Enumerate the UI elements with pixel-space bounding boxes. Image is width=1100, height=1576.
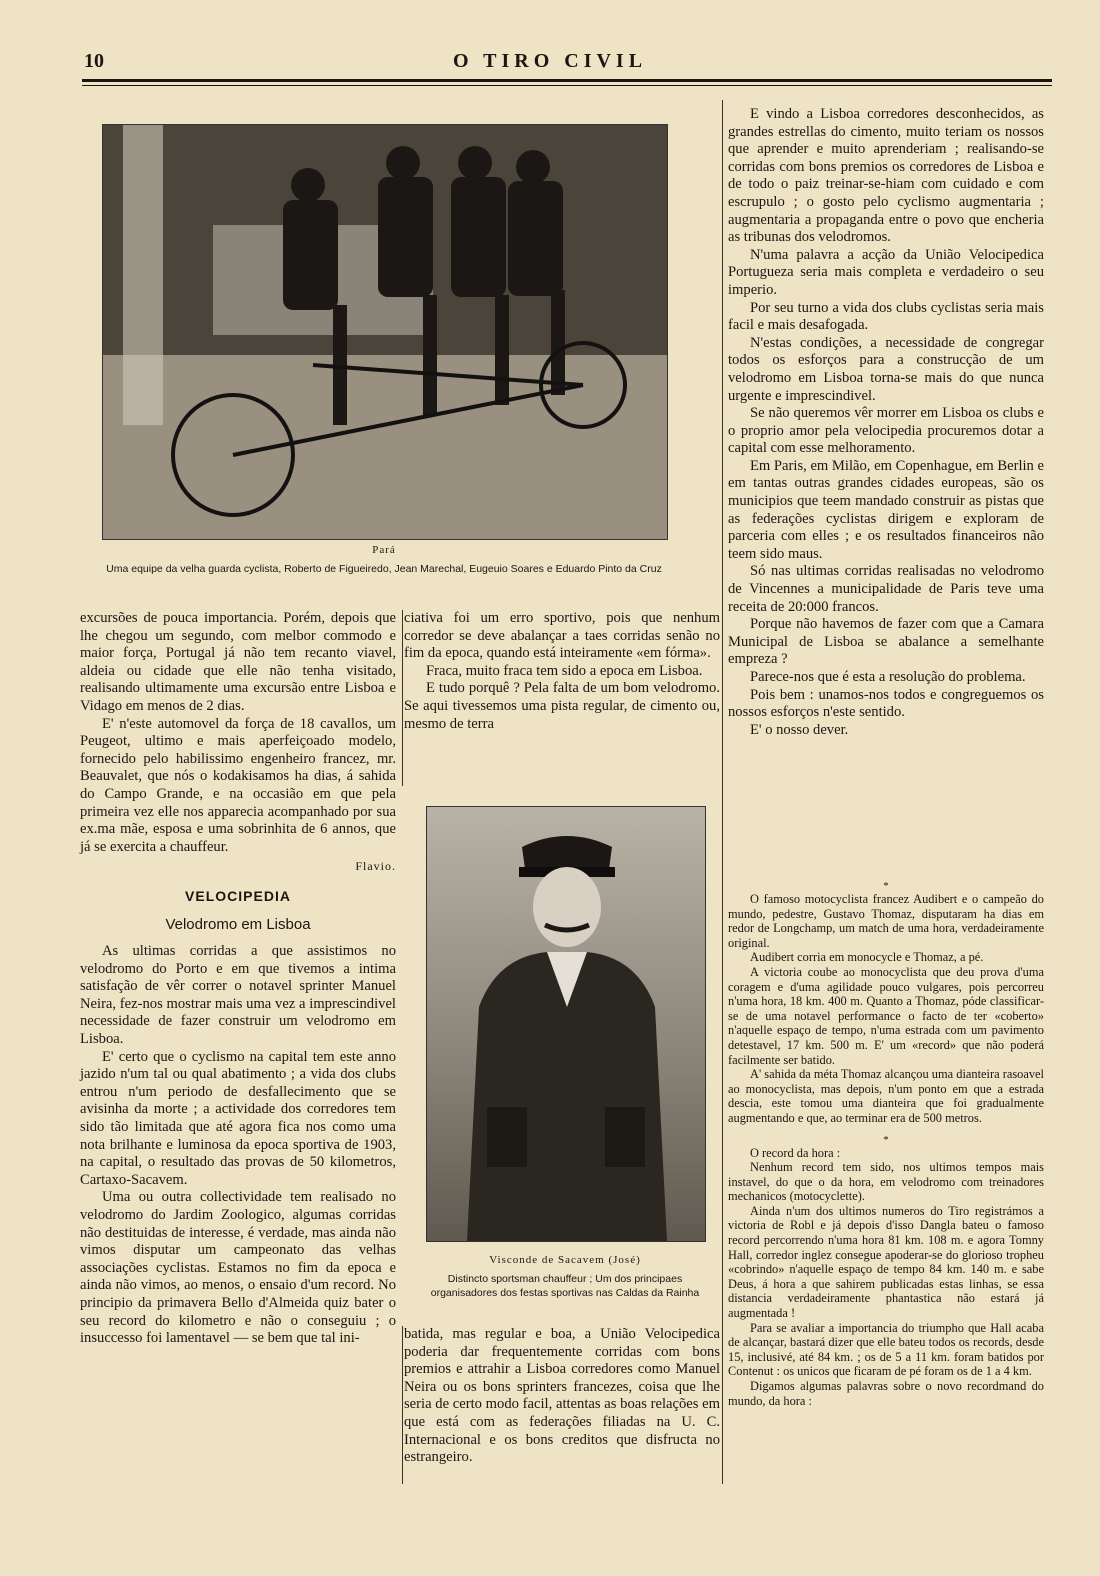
middle-paragraph-2: Fraca, muito fraca tem sido a epoca em Lisboa. (426, 662, 703, 679)
visconde-portrait-photo (426, 806, 706, 1242)
section-title: VELOCIPEDIA (185, 887, 291, 904)
masthead-rule-thin (82, 85, 1052, 86)
note-paragraph-5: O record da hora : (750, 1145, 841, 1160)
middle-column-bottom (404, 1326, 720, 1467)
note-paragraph-3: A victoria coube ao monocyclista que deu prova d'uma coragem e d'uma agilidade pouco vulgares, pois percorreu n'uma hora, 18 km. 400 m. Quanto a Thomaz, póde classificar-se de uma notavel performance o facto de ter «coberto» n'aquelle espaço de tempo, n'uma estrada com um pavimento detestavel, 17 km. 500 m. E' um «record» que não poderá facilmente ser batido. (728, 964, 1044, 1067)
middle-paragraph-3: E tudo porquê ? Pela falta de um bom velodromo. Se aqui tivessemos uma pista regular, de cimento ou, mesmo de terra (404, 680, 720, 732)
separator-star-2: * (883, 1133, 889, 1146)
right-paragraph-10: Pois bem : unamos-nos todos e congreguemos os nossos esforços n'este sentido. (728, 686, 1044, 721)
note-paragraph-4: A' sahida da méta Thomaz alcançou uma dianteira rasoavel ao monocyclista, mas depois, n'um ponto em que a estrada descia, este tomou uma dianteira que foi gradualmente augmentando e que, ao terminar era de 500 metros. (728, 1067, 1044, 1125)
left-column (80, 610, 396, 1348)
left-paragraph-3: As ultimas corridas a que assistimos no velodromo do Porto e em que tivemos a intima satisfação de vêr correr o notavel sprinter Manuel Neira, fez-nos mostrar mais uma vez a imprescindivel necessidade de fazer construir um velodromo em Lisboa. (80, 943, 396, 1048)
note-paragraph-6: Nenhum record tem sido, nos ultimos tempos mais instavel, do que o da hora, em velodromo com treinadores mechanicos (motocyclette). (728, 1160, 1044, 1204)
right-paragraph-3: Por seu turno a vida dos clubs cyclistas seria mais facil e mais desafogada. (728, 299, 1044, 334)
photo2-caption: Distincto sportsman chauffeur ; Um dos principaes organisadores dos festas sportivas nas Caldas da Rainha (430, 1273, 700, 1299)
note-paragraph-7: Ainda n'um dos ultimos numeros do Tiro registrámos a victoria de Robl e já depois d'isso Dangla bateu o famoso record percorrendo n'uma hora 81 km. 108 m. e agora Tomny Hall, corredor inglez consegue apoderar-se do glorioso tropheu «cobrindo» n'aquelle espaço de tempo 84 km. 140 m. e sabe Deus, á hora a que sahirem publicadas estas linhas, se essa distancia verdadeiramente phantastica não estará já augmentada ! (728, 1203, 1044, 1321)
middle-paragraph-4: batida, mas regular e boa, a União Velocipedica poderia dar frequentemente corridas com bons premios e attrahir a Lisboa corredores como Manuel Neira ou os bons sprinters francezes, coisa que lhe seria de certo modo facil, attentas as boas relações em que está com as federações filiadas na U. C. Internacional e os bons creditos que disfructa no estrangeiro. (404, 1326, 720, 1466)
left-paragraph-4: E' certo que o cyclismo na capital tem este anno jazido n'um tal ou qual abatimento ; a vida dos clubs entrou n'um periodo de desfallecimento que se avisinha da morte ; a actividade dos corredores tem sido tão limitada que até agora fica nos como uma nota brilhante e luminosa da epoca sportiva de 1903, na capital, o resultado das provas de 50 kilometros, Cartaxo-Sacavem. (80, 1048, 396, 1188)
right-paragraph-9: Parece-nos que é esta a resolução do problema. (750, 669, 1026, 685)
left-paragraph-1: excursões de pouca importancia. Porém, depois que lhe chegou um segundo, com melbor commodo e maior força, Portugal já não tem recanto viavel, aldeia ou cidade que elle não tenha visitado, realisando ultimamente uma excursão entre Lisboa e Vidago em menos de 2 dias. (80, 610, 396, 714)
middle-paragraph-1: ciativa foi um erro sportivo, pois que nenhum corredor se deve abalançar a taes corridas senão no fim da epoca, quando está inteiramente «em fórma». (404, 610, 720, 662)
right-paragraph-6: Em Paris, em Milão, em Copenhague, em Berlin e em tantas outras grandes cidades europeas, são os municipios que teem mandado construir as pistas que as federações cyclistas dirigem e exploram de parceria com elles ; e os resultados financeiros não teem sido maus. (728, 457, 1044, 562)
column-rule-3 (722, 100, 723, 1484)
right-paragraph-11: E' o nosso dever. (750, 721, 849, 738)
article-signature: Flavio. (355, 859, 396, 874)
portrait-illustration (427, 807, 705, 1241)
right-paragraph-8: Porque não havemos de fazer com que a Camara Municipal de Lisboa se abalance a semelhante empreza ? (728, 616, 1044, 668)
tandem-cyclists-photo (102, 124, 668, 540)
note-paragraph-9: Digamos algumas palavras sobre o novo recordmand do mundo, da hora : (728, 1379, 1044, 1408)
left-paragraph-2: E' n'este automovel da força de 18 cavallos, um Peugeot, ultimo e mais aperfeiçoado modelo, fornecido pelo habilissimo engenheiro francez, mr. Beauvalet, que nós o kodakisamos ha dias, á sahida do Campo Grande, e na occasião em que pela primeira vez elle nos apparecia acompanhado por sua ex.ma mãe, esposa e uma sobrinhita de 6 annos, que já se exercita a chauffeur. (80, 715, 396, 855)
right-paragraph-1: E vindo a Lisboa corredores desconhecidos, as grandes estrellas do cimento, muito teriam os nossos que aprender e muito aprenderiam ; realisando-se corridas com bons premios os corredores de Lisboa e de todo o paiz treinar-se-hiam com cuidado e com escrupulo ; o gosto pelo cyclismo augmentaria ; augmentaria a propaganda entre o povo que encheria as tribunas dos velodromos. (728, 106, 1044, 246)
masthead-rule-thick (82, 79, 1052, 82)
masthead-title: O TIRO CIVIL (452, 50, 648, 72)
photo2-title: Visconde de Sacavem (José) (489, 1254, 641, 1266)
right-paragraph-4: N'estas condições, a necessidade de congregar todos os esforços para a construcção de um velodromo em Lisboa torna-se mais do que nunca urgente e imprescindivel. (728, 334, 1044, 404)
separator-star-1: * (883, 880, 889, 892)
column-rule-2 (402, 1326, 403, 1484)
photo1-title: Pará (372, 544, 396, 556)
right-column (728, 106, 1044, 739)
right-paragraph-2: N'uma palavra a acção da União Velocipedica Portugueza seria mais completa e verdadeiro o seu imperio. (728, 246, 1044, 298)
right-paragraph-7: Só nas ultimas corridas realisadas no velodromo de Vincennes a municipalidade de Paris teve uma receita de 20:000 francos. (728, 563, 1044, 615)
middle-column-top (404, 610, 720, 733)
column-rule-1 (402, 610, 403, 786)
note-paragraph-2: Audibert corria em monocycle e Thomaz, a pé. (750, 950, 984, 965)
right-column-notes (728, 880, 1044, 1408)
page-number: 10 (84, 50, 104, 72)
left-paragraph-5: Uma ou outra collectividade tem realisado no velodromo do Jardim Zoologico, algumas corridas não destituidas de interesse, é verdade, mas ainda não vimos disputar um campeonato das velhas associações cyclistas. Estamos no fim da epoca e ainda não vimos, ao menos, o ensaio d'um record. No principio da primavera Bello d'Almeida quiz bater o seu record do kilometro e não o conseguiu ; o insuccesso foi lamentavel — se bem que tal ini- (80, 1189, 396, 1347)
subsection-title: Velodromo em Lisboa (165, 915, 311, 933)
right-paragraph-5: Se não queremos vêr morrer em Lisboa os clubs e o proprio amor pela velocipedia procuremos dotar a capital com esse melhoramento. (728, 405, 1044, 457)
photo1-caption: Uma equipe da velha guarda cyclista, Roberto de Figueiredo, Jean Marechal, Eugeuio Soares e Eduardo Pinto da Cruz (106, 563, 662, 575)
tandem-bicycle-illustration (103, 125, 667, 539)
note-paragraph-8: Para se avaliar a importancia do triumpho que Hall acaba de alcançar, bastará dizer que elle bateu todos os records, desde 15, inclusivé, até 84 km. ; os de 5 a 11 km. foram batidos por Contenut : os unicos que ficaram de pé foram os de 1 a 4 km. (728, 1320, 1044, 1379)
note-paragraph-1: O famoso motocyclista francez Audibert e o campeão do mundo, pedestre, Gustavo Thomaz, disputaram ha dias em redor de Longchamp, um match de uma hora, verdadeiramente original. (728, 892, 1044, 950)
